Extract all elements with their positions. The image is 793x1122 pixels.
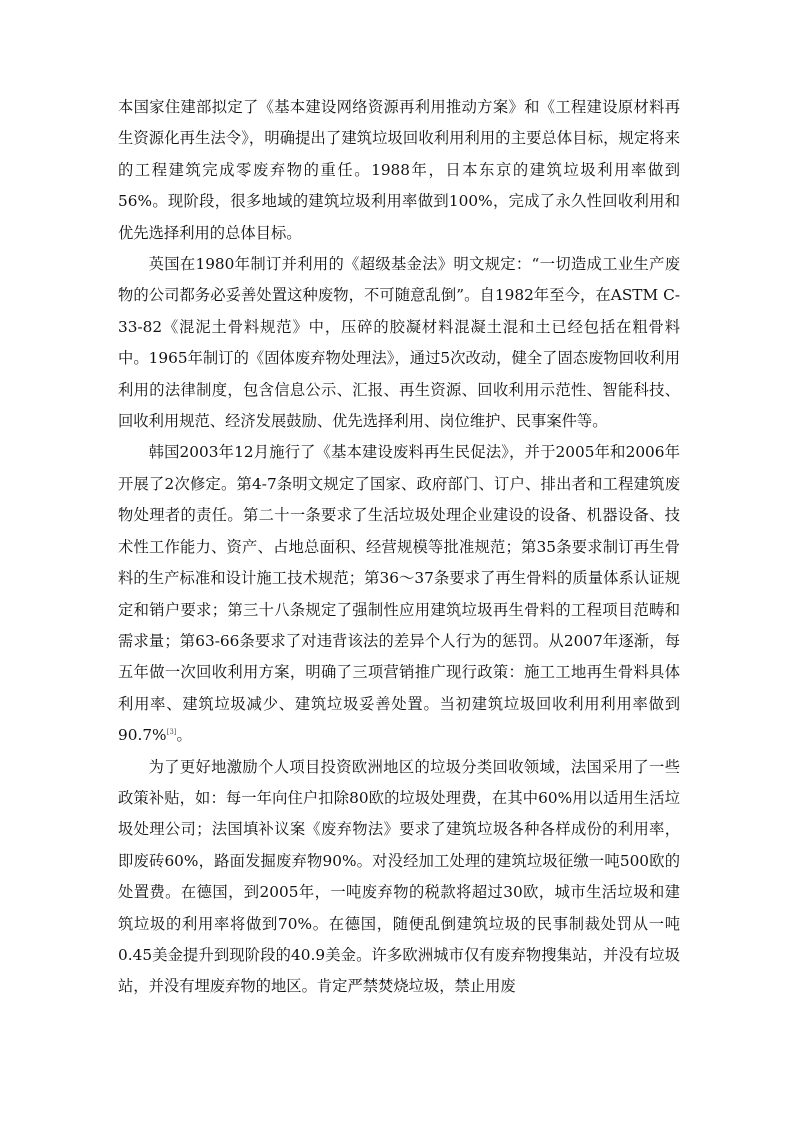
paragraph-3-tail: 。 bbox=[176, 726, 192, 745]
paragraph-3-text: 韩国2003年12月施行了《基本建设废料再生民促法》，并于2005年和2006年开展了2次修定。第4-7条明文规定了国家、政府部门、订户、排出者和工程建筑废物处理者的责任。第二十一条要求了生活垃圾处理企业建设的设备、机器设备、技术性工作能力、资产、占地总面积、经营规模等批准规范；第35条要求制订再生骨料的生产标准和设计施工技术规范；第36～37条要求了再生骨料的质量体系认证规定和销户要求；第三十八条规定了强制性应用建筑垃圾再生骨料的工程项目范畴和需求量；第63-66条要求了对违背该法的差异个人行为的惩罚。从2007年逐渐，每五年做一次回收利用方案，明确了三项营销推广现行政策：施工工地再生骨料具体利用率、建筑垃圾减少、建筑垃圾妥善处置。当初建筑垃圾回收利用利用率做到90.7% bbox=[118, 443, 680, 745]
paragraph-3 bbox=[118, 437, 680, 751]
paragraph-2-text: 英国在1980年制订并利用的《超级基金法》明文规定：“一切造成工业生产废物的公司都务必妥善处置这种废物，不可随意乱倒”。自1982年至今，在ASTM C-33-82《混泥土骨料规范》中，压碎的胶凝材料混凝土混和土已经包括在粗骨料中。1965年制订的《固体废弃物处理法》，通过5次改动，健全了固态废物回收利用利用的法律制度，包含信息公示、汇报、再生资源、回收利用示范性、智能科技、回收利用规范、经济发展鼓励、优先选择利用、岗位维护、民事案件等。 bbox=[118, 255, 680, 431]
paragraph-2 bbox=[118, 249, 680, 437]
citation-mark: [3] bbox=[166, 728, 177, 737]
paragraph-4 bbox=[118, 752, 680, 1003]
paragraph-1 bbox=[118, 92, 680, 249]
paragraph-4-text: 为了更好地激励个人项目投资欧洲地区的垃圾分类回收领域，法国采用了一些政策补贴，如：每一年向住户扣除80欧的垃圾处理费，在其中60%用以适用生活垃圾处理公司；法国填补议案《废弃物法》要求了建筑垃圾各种各样成份的利用率，即废砖60%，路面发掘废弃物90%。对没经加工处理的建筑垃圾征缴一吨500欧的处置费。在德国，到2005年，一吨废弃物的税款将超过30欧，城市生活垃圾和建筑垃圾的利用率将做到70%。在德国，随便乱倒建筑垃圾的民事制裁处罚从一吨0.45美金提升到现阶段的40.9美金。许多欧洲城市仅有废弃物搜集站，并没有垃圾站，并没有埋废弃物的地区。肯定严禁焚烧垃圾，禁止用废 bbox=[118, 757, 680, 996]
paragraph-1-text: 本国家住建部拟定了《基本建设网络资源再利用推动方案》和《工程建设原材料再生资源化再生法令》，明确提出了建筑垃圾回收利用利用的主要总体目标，规定将来的工程建筑完成零废弃物的重任。1988年，日本东京的建筑垃圾利用率做到56%。现阶段，很多地域的建筑垃圾利用率做到100%，完成了永久性回收利用和优先选择利用的总体目标。 bbox=[118, 98, 680, 242]
body-text bbox=[118, 92, 680, 1003]
